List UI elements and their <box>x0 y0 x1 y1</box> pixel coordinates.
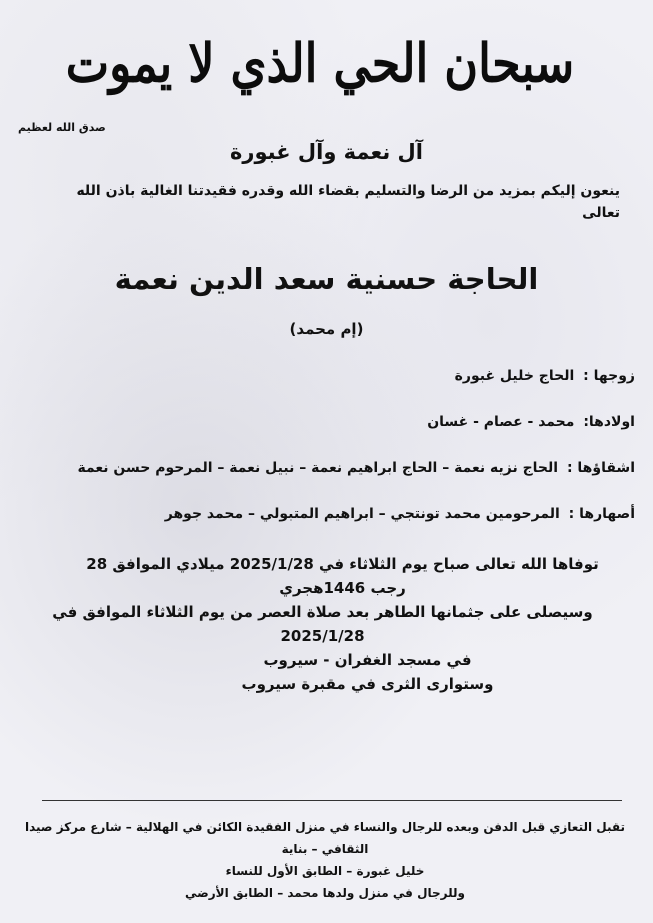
condolence-line: وللرجال في منزل ولدها محمد – الطابق الأرضي <box>185 886 465 900</box>
funeral-details <box>30 552 615 696</box>
relative-value: محمد - عصام - غسان <box>427 414 575 430</box>
condolence-line: تقبل التعازي قبل الدفن وبعده للرجال والنساء في منزل الفقيدة الكائن في الهلالية – شارع مركز صيدا الثقافي – بناية <box>24 820 626 856</box>
relative-husband <box>20 368 635 384</box>
relative-in-laws <box>20 506 635 522</box>
prayer-line: وسيصلى على جثمانها الطاهر بعد صلاة العصر من يوم الثلاثاء الموافق في 2025/1/28 <box>52 603 593 645</box>
deceased-name: الحاجة حسنية سعد الدين نعمة <box>114 262 539 296</box>
death-date-line: توفاها الله تعالى صباح يوم الثلاثاء في 2025/1/28 ميلادي الموافق 28 رجب 1446هجري <box>86 555 599 597</box>
relative-label: اولادها: <box>583 414 635 430</box>
condolence-line: خليل غبورة – الطابق الأول للنساء <box>225 864 425 878</box>
deceased-kunya: (إم محمد) <box>289 320 364 338</box>
verse-closing: صدق الله لعظيم <box>18 121 106 134</box>
relative-label: زوجها : <box>583 368 635 384</box>
verse-calligraphy: سبحان الحي الذي لا يموت <box>65 31 575 95</box>
relative-label: أصهارها : <box>568 506 635 522</box>
divider <box>42 800 622 801</box>
relative-value: الحاج خليل غبورة <box>454 368 575 384</box>
condolences-info <box>20 816 630 904</box>
calligraphy-banner <box>60 18 580 108</box>
relative-label: اشقاؤها : <box>566 460 635 476</box>
announcement-intro: ينعون إليكم بمزيد من الرضا والتسليم بقضاء الله وقدره فقيدتنا الغالية باذن الله تعالى <box>76 183 620 221</box>
mosque-line: في مسجد الغفران - سيروب <box>263 651 472 669</box>
relative-siblings <box>20 460 635 476</box>
relative-value: الحاج نزيه نعمة – الحاج ابراهيم نعمة – نبيل نعمة – المرحوم حسن نعمة <box>77 460 559 476</box>
relative-children <box>20 414 635 430</box>
burial-line: وستوارى الثرى في مقبرة سيروب <box>241 675 494 693</box>
relative-value: المرحومين محمد تونتجي – ابراهيم المتبولي – محمد جوهر <box>164 506 560 522</box>
family-names: آل نعمة وآل غبورة <box>230 140 423 164</box>
